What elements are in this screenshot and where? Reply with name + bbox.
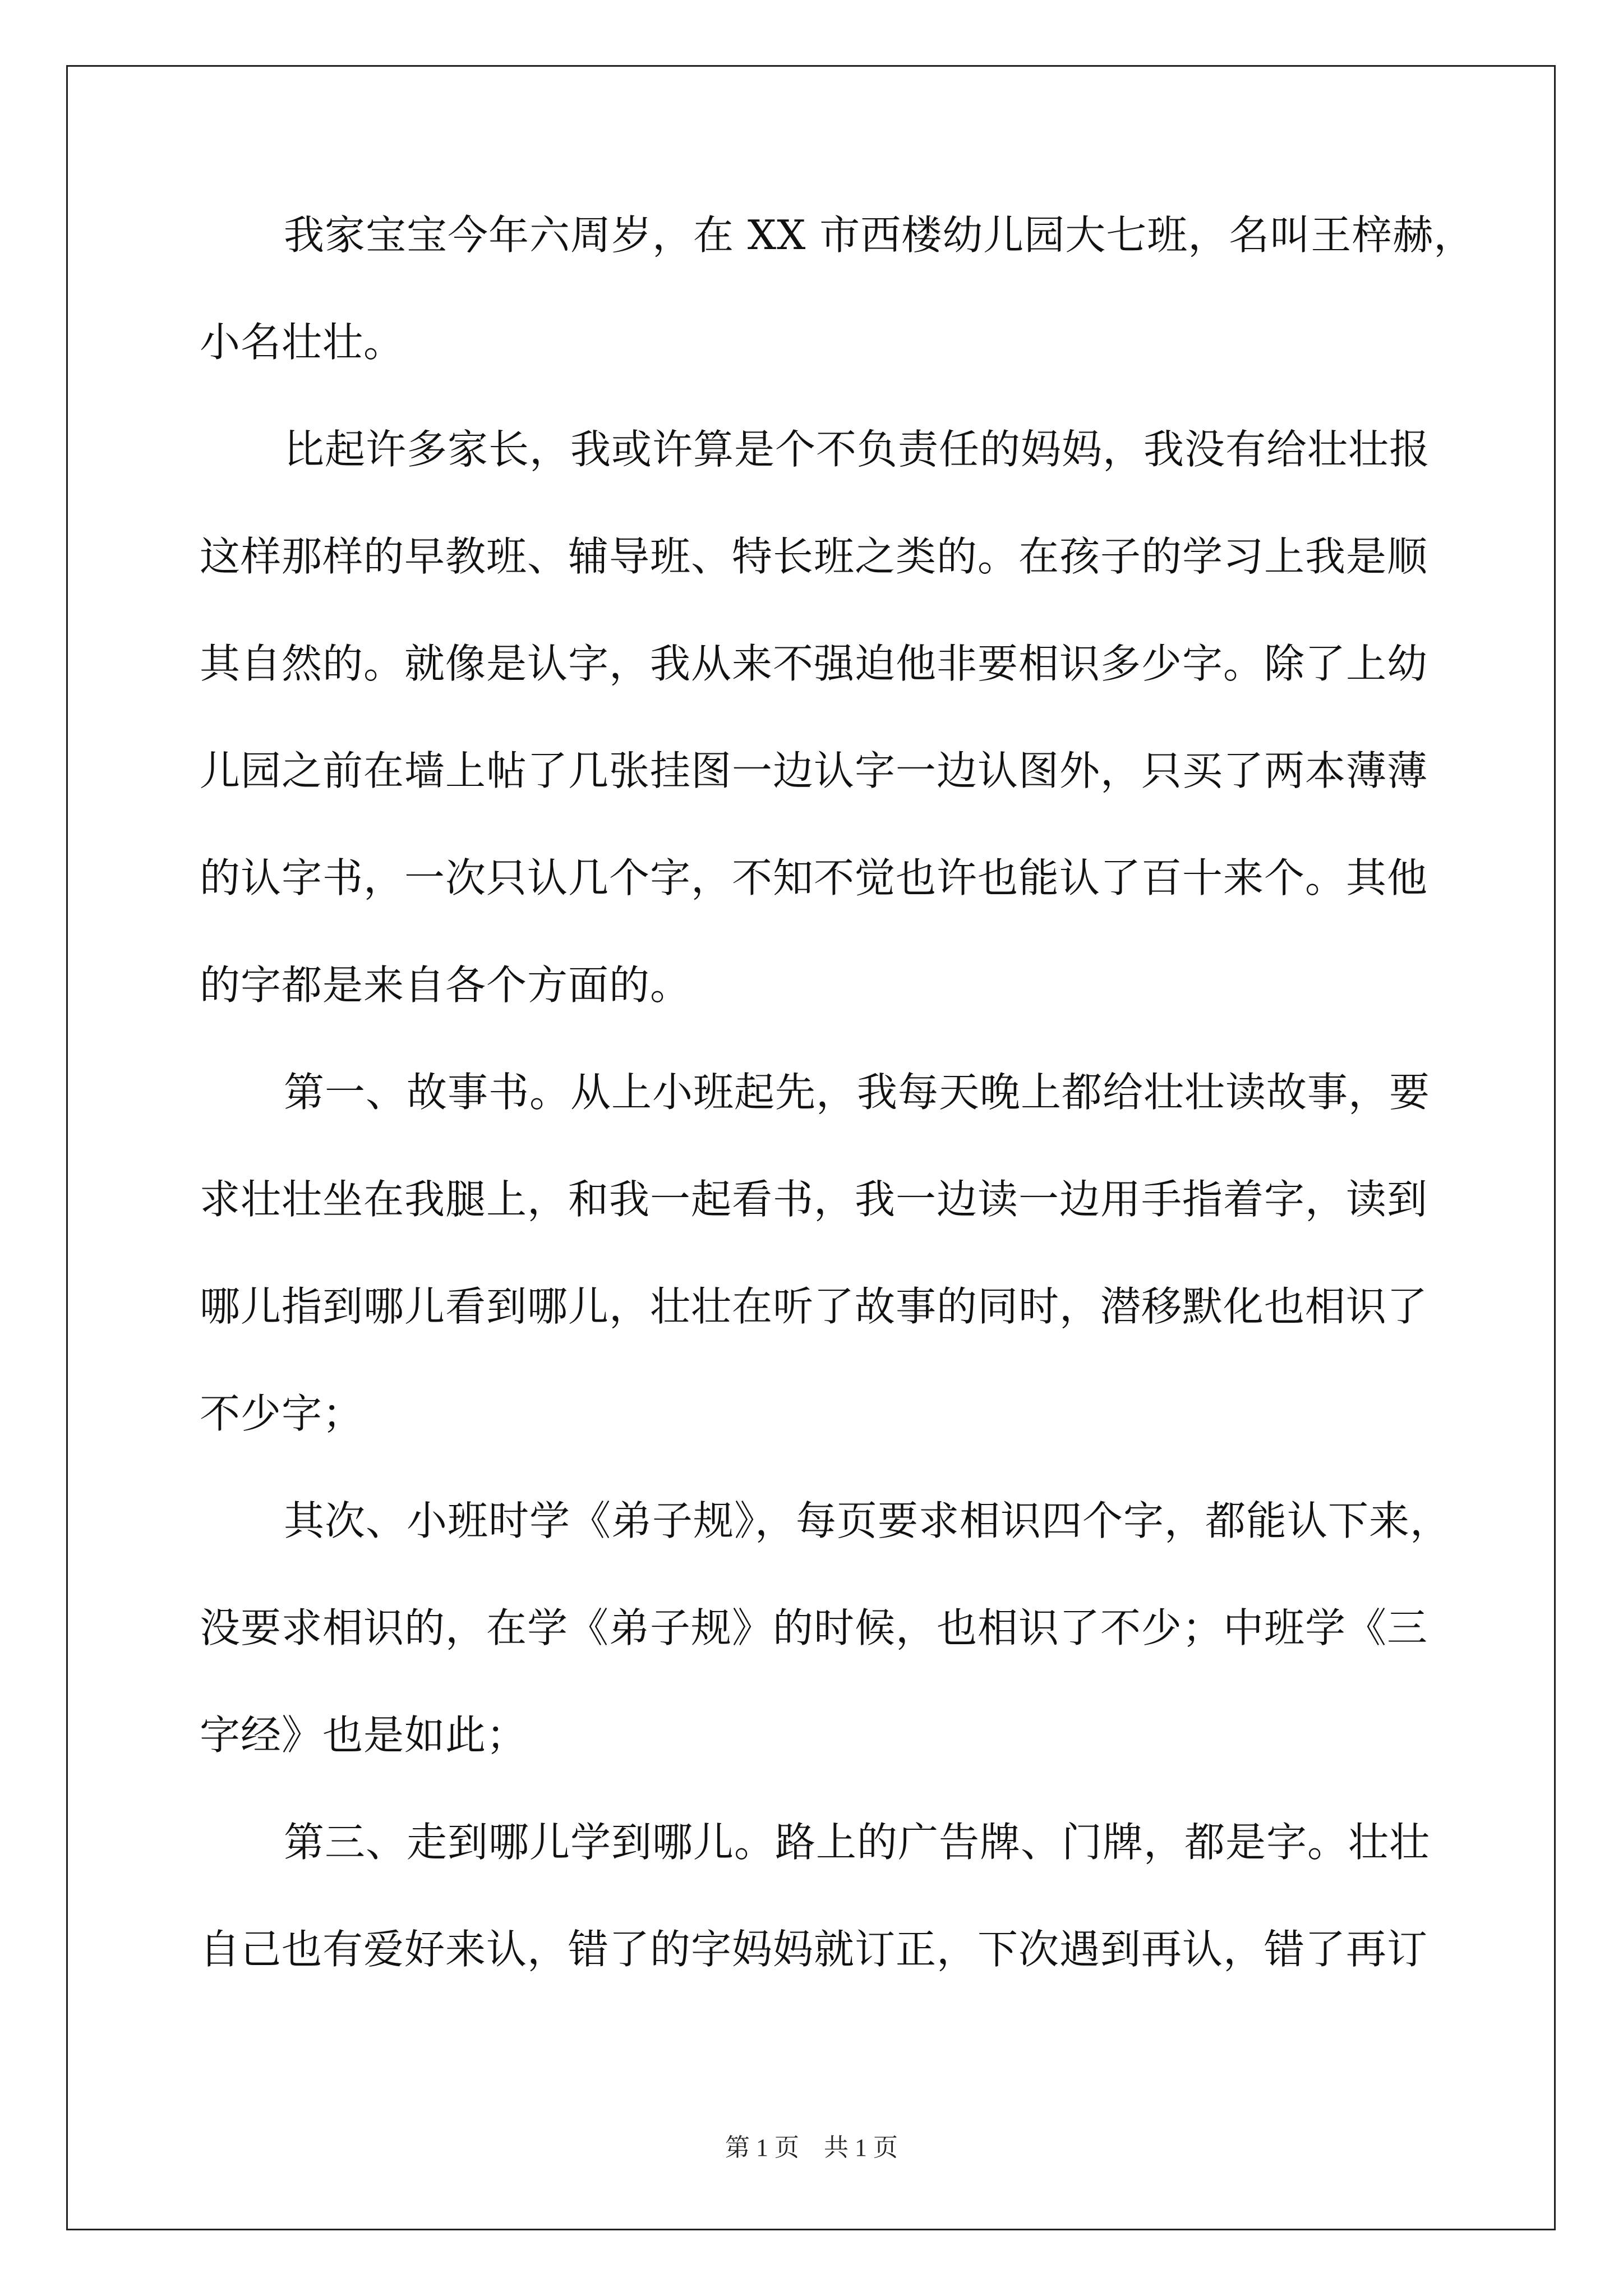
- text-line: 第三、走到哪儿学到哪儿。路上的广告牌、门牌，都是字。壮壮: [284, 1819, 1431, 1866]
- text-line: 求壮壮坐在我腿上，和我一起看书，我一边读一边用手指着字，读到: [200, 1176, 1428, 1223]
- text-line: 我家宝宝今年六周岁，在 XX 市西楼幼儿园大七班，名叫王梓赫，: [284, 211, 1475, 259]
- text-line: 字经》也是如此；: [200, 1711, 528, 1759]
- text-line: 自己也有爱好来认，错了的字妈妈就订正，下次遇到再认，错了再订: [200, 1926, 1428, 1973]
- text-line: 的字都是来自各个方面的。: [200, 961, 691, 1009]
- text-line: 不少字；: [200, 1390, 364, 1437]
- text-line: 没要求相识的，在学《弟子规》的时候，也相识了不少；中班学《三: [200, 1604, 1428, 1651]
- text-line: 小名壮壮。: [200, 319, 405, 366]
- text-line: 哪儿指到哪儿看到哪儿，壮壮在听了故事的同时，潜移默化也相识了: [200, 1283, 1428, 1330]
- text-line: 比起许多家长，我或许算是个不负责任的妈妈，我没有给壮壮报: [284, 426, 1431, 473]
- text-line: 其自然的。就像是认字，我从来不强迫他非要相识多少字。除了上幼: [200, 640, 1428, 687]
- text-line: 儿园之前在墙上帖了几张挂图一边认字一边认图外，只买了两本薄薄: [200, 747, 1428, 794]
- text-line: 这样那样的早教班、辅导班、特长班之类的。在孩子的学习上我是顺: [200, 533, 1428, 580]
- page-number-footer: 第 1 页 共 1 页: [725, 2134, 898, 2161]
- text-line: 其次、小班时学《弟子规》，每页要求相识四个字，都能认下来，: [284, 1497, 1451, 1544]
- document-body: [200, 211, 1475, 2036]
- text-line: 的认字书，一次只认几个字，不知不觉也许也能认了百十来个。其他: [200, 854, 1428, 901]
- text-line: 第一、故事书。从上小班起先，我每天晚上都给壮壮读故事，要: [284, 1069, 1431, 1116]
